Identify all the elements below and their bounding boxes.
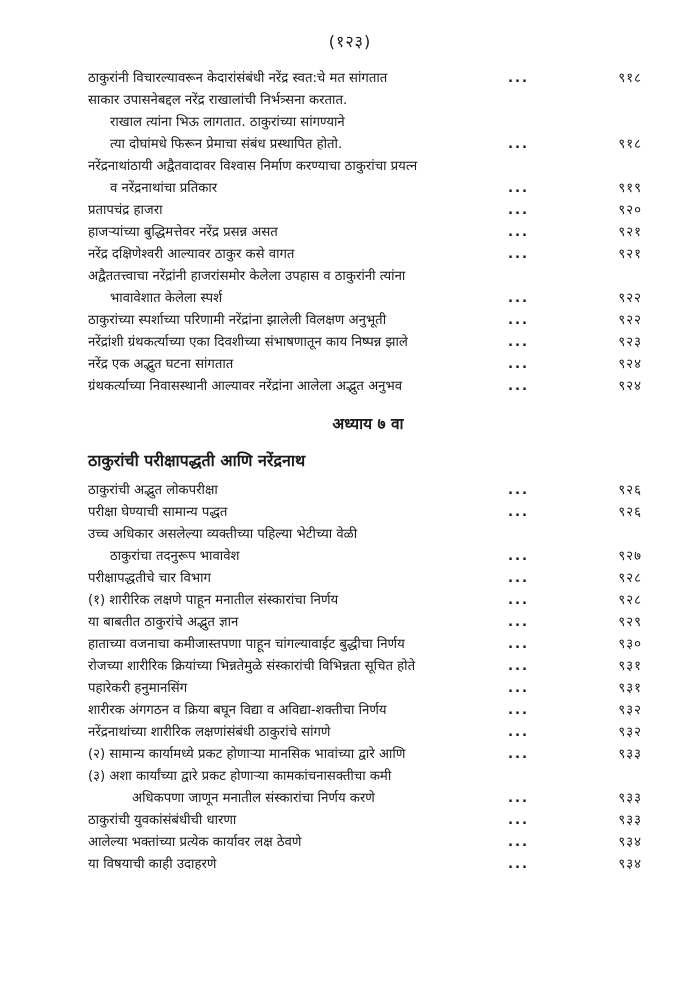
toc-entry-page: ९२१ — [618, 225, 642, 240]
toc-entry-text: (३) अशा कार्यांच्या द्वारे प्रकट होणाऱ्या कामकांचनासक्तीचा कमी — [88, 769, 392, 784]
toc-entry — [88, 634, 648, 656]
toc-entry — [88, 590, 648, 612]
toc-entry-page: ९३१ — [618, 659, 642, 674]
toc-entry-page: ९१८ — [618, 71, 642, 86]
toc-entry — [88, 546, 648, 568]
table-of-contents — [88, 68, 648, 876]
toc-entry-leader: ... — [508, 137, 530, 152]
toc-entry — [88, 90, 648, 112]
toc-entry-leader: ... — [508, 681, 530, 696]
toc-entry-page: ९२१ — [618, 247, 642, 262]
toc-entry — [88, 502, 648, 524]
toc-entry-leader: ... — [508, 791, 530, 806]
toc-entry-leader: ... — [508, 725, 530, 740]
toc-entry-text: नरेंद्रांशी ग्रंथकर्त्याच्या एका दिवशीच्या संभाषणातून काय निष्पन्न झाले — [88, 335, 408, 350]
toc-entry-text: परीक्षा घेण्याची सामान्य पद्धत — [88, 505, 228, 520]
toc-entry-text: (१) शारीरिक लक्षणे पाहून मनातील संस्कारांचा निर्णय — [88, 593, 339, 608]
toc-entry-leader: ... — [508, 857, 530, 872]
toc-entry-text: आलेल्या भक्तांच्या प्रत्येक कार्यावर लक्ष ठेवणे — [88, 835, 302, 850]
toc-entry-page: ९२० — [618, 203, 642, 218]
toc-entry-page: ९३४ — [618, 835, 642, 850]
toc-entry — [88, 310, 648, 332]
toc-entry-page: ९२९ — [618, 615, 642, 630]
toc-entry — [88, 722, 648, 744]
toc-entry-text: नरेंद्रनाथांठायी अद्वैतवादावर विश्वास निर्माण करण्याचा ठाकुरांचा प्रयत्न — [88, 159, 418, 174]
toc-entry — [88, 288, 648, 310]
toc-entry-page: ९२४ — [618, 357, 642, 372]
toc-entry — [88, 200, 648, 222]
toc-entry-page: ९२६ — [618, 505, 642, 520]
toc-list-part-2 — [88, 480, 648, 876]
toc-entry-leader: ... — [508, 291, 530, 306]
toc-entry-leader: ... — [508, 379, 530, 394]
page-number: (१२३) — [328, 32, 372, 51]
toc-entry-leader: ... — [508, 335, 530, 350]
toc-entry-page: ९२६ — [618, 483, 642, 498]
toc-entry-text: नरेंद्र एक अद्भुत घटना सांगतात — [88, 357, 234, 372]
toc-entry — [88, 810, 648, 832]
toc-entry-text: भावावेशात केलेला स्पर्श — [110, 291, 223, 306]
toc-entry-text: परीक्षापद्धतीचे चार विभाग — [88, 571, 211, 586]
toc-entry-text: राखाल त्यांना भिऊ लागतात. ठाकुरांच्या सांगण्याने — [110, 115, 345, 130]
toc-entry-leader: ... — [508, 71, 530, 86]
toc-entry-text: साकार उपासनेबद्दल नरेंद्र राखालांची निर्भत्र्सना करतात. — [88, 93, 348, 108]
toc-entry-page: ९३३ — [618, 791, 642, 806]
toc-entry-page: ९३१ — [618, 681, 642, 696]
toc-entry-leader: ... — [508, 357, 530, 372]
toc-entry — [88, 766, 648, 788]
toc-entry-leader: ... — [508, 313, 530, 328]
toc-entry-leader: ... — [508, 703, 530, 718]
toc-entry — [88, 354, 648, 376]
toc-entry — [88, 656, 648, 678]
toc-entry-text: अद्वैततत्त्वाचा नरेंद्रांनी हाजरांसमोर केलेला उपहास व ठाकुरांनी त्यांना — [88, 269, 406, 284]
toc-entry-leader: ... — [508, 247, 530, 262]
toc-entry — [88, 744, 648, 766]
toc-entry-page: ९२८ — [618, 571, 642, 586]
toc-entry-page: ९३४ — [618, 857, 642, 872]
toc-entry-leader: ... — [508, 593, 530, 608]
toc-entry — [88, 788, 648, 810]
toc-entry-leader: ... — [508, 637, 530, 652]
toc-entry-text: नरेंद्र दक्षिणेश्वरी आल्यावर ठाकुर कसे वागत — [88, 247, 295, 262]
toc-entry-leader: ... — [508, 549, 530, 564]
toc-entry — [88, 612, 648, 634]
toc-entry-text: नरेंद्रनाथांच्या शारीरिक लक्षणांसंबंधी ठाकुरांचे सांगणे — [88, 725, 331, 740]
toc-entry-leader: ... — [508, 181, 530, 196]
toc-entry-page: ९१९ — [618, 181, 642, 196]
toc-entry-leader: ... — [508, 615, 530, 630]
section-title: ठाकुरांची परीक्षापद्धती आणि नरेंद्रनाथ — [88, 451, 306, 470]
toc-entry-leader: ... — [508, 571, 530, 586]
toc-entry-leader: ... — [508, 483, 530, 498]
toc-entry-page: ९२८ — [618, 593, 642, 608]
toc-entry — [88, 178, 648, 200]
toc-entry-leader: ... — [508, 835, 530, 850]
toc-entry — [88, 134, 648, 156]
toc-entry-text: ठाकुरांच्या स्पर्शाच्या परिणामी नरेंद्रांना झालेली विलक्षण अनुभूती — [88, 313, 387, 328]
toc-entry-text: हाजऱ्यांच्या बुद्धिमत्तेवर नरेंद्र प्रसन्न असत — [88, 225, 278, 240]
toc-entry-text: अधिकपणा जाणून मनातील संस्कारांचा निर्णय करणे — [132, 791, 375, 806]
toc-entry-leader: ... — [508, 203, 530, 218]
toc-entry-page: ९३३ — [618, 813, 642, 828]
toc-entry-text: ठाकुरांचा तदनुरूप भावावेश — [110, 549, 240, 564]
toc-entry — [88, 480, 648, 502]
toc-entry — [88, 244, 648, 266]
toc-entry — [88, 112, 648, 134]
toc-entry — [88, 266, 648, 288]
toc-entry-leader: ... — [508, 747, 530, 762]
toc-entry-page: ९३० — [618, 637, 642, 652]
toc-entry-leader: ... — [508, 225, 530, 240]
toc-entry-text: त्या दोघांमधे फिरून प्रेमाचा संबंध प्रस्थापित होतो. — [110, 137, 343, 152]
toc-entry-text: हाताच्या वजनाचा कमीजास्तपणा पाहून चांगल्यावाईट बुद्धीचा निर्णय — [88, 637, 405, 652]
toc-entry-text: ठाकुरांनी विचारल्यावरून केदारांसंबंधी नरेंद्र स्वत:चे मत सांगतात — [88, 71, 388, 86]
toc-entry-text: उच्च अधिकार असलेल्या व्यक्तीच्या पहिल्या भेटीच्या वेळी — [88, 527, 358, 542]
toc-entry-text: शारीरक अंगगठन व क्रिया बघून विद्या व अविद्या-शक्तीचा निर्णय — [88, 703, 387, 718]
toc-entry-page: ९३२ — [618, 703, 642, 718]
toc-entry — [88, 332, 648, 354]
toc-entry — [88, 68, 648, 90]
toc-entry-text: पहारेकरी हनुमानसिंग — [88, 681, 188, 696]
toc-entry-leader: ... — [508, 813, 530, 828]
toc-entry — [88, 678, 648, 700]
toc-entry-text: ठाकुरांची अद्भुत लोकपरीक्षा — [88, 483, 218, 498]
toc-list-part-1 — [88, 68, 648, 398]
toc-entry-leader: ... — [508, 659, 530, 674]
toc-entry-text: प्रतापचंद्र हाजरा — [88, 203, 163, 218]
toc-entry — [88, 568, 648, 590]
toc-entry — [88, 222, 648, 244]
toc-entry-text: ग्रंथकर्त्याच्या निवासस्थानी आल्यावर नरेंद्रांना आलेला अद्भुत अनुभव — [88, 379, 403, 394]
chapter-heading: अध्याय ७ वा — [332, 415, 404, 433]
toc-entry-page: ९१८ — [618, 137, 642, 152]
toc-entry — [88, 376, 648, 398]
toc-entry — [88, 832, 648, 854]
toc-entry-text: व नरेंद्रनाथांचा प्रतिकार — [110, 181, 218, 196]
toc-entry — [88, 524, 648, 546]
toc-entry — [88, 156, 648, 178]
toc-entry-page: ९२२ — [618, 291, 642, 306]
toc-entry-text: या बाबतीत ठाकुरांचे अद्भुत ज्ञान — [88, 615, 239, 630]
toc-entry-page: ९२३ — [618, 335, 642, 350]
toc-entry-text: ठाकुरांची युवकांसंबंधीची धारणा — [88, 813, 237, 828]
toc-entry-page: ९२२ — [618, 313, 642, 328]
toc-entry — [88, 700, 648, 722]
toc-entry-page: ९३३ — [618, 747, 642, 762]
toc-entry-leader: ... — [508, 505, 530, 520]
toc-entry-page: ९२४ — [618, 379, 642, 394]
toc-entry-text: रोजच्या शारीरिक क्रियांच्या भिन्नतेमुळे संस्कारांची विभिन्नता सूचित होते — [88, 659, 416, 674]
toc-entry-text: (२) सामान्य कार्यामध्ये प्रकट होणाऱ्या मानसिक भावांच्या द्वारे आणि — [88, 747, 406, 762]
toc-entry — [88, 854, 648, 876]
toc-entry-page: ९२७ — [618, 549, 642, 564]
toc-entry-page: ९३२ — [618, 725, 642, 740]
toc-entry-text: या विषयाची काही उदाहरणे — [88, 857, 217, 872]
